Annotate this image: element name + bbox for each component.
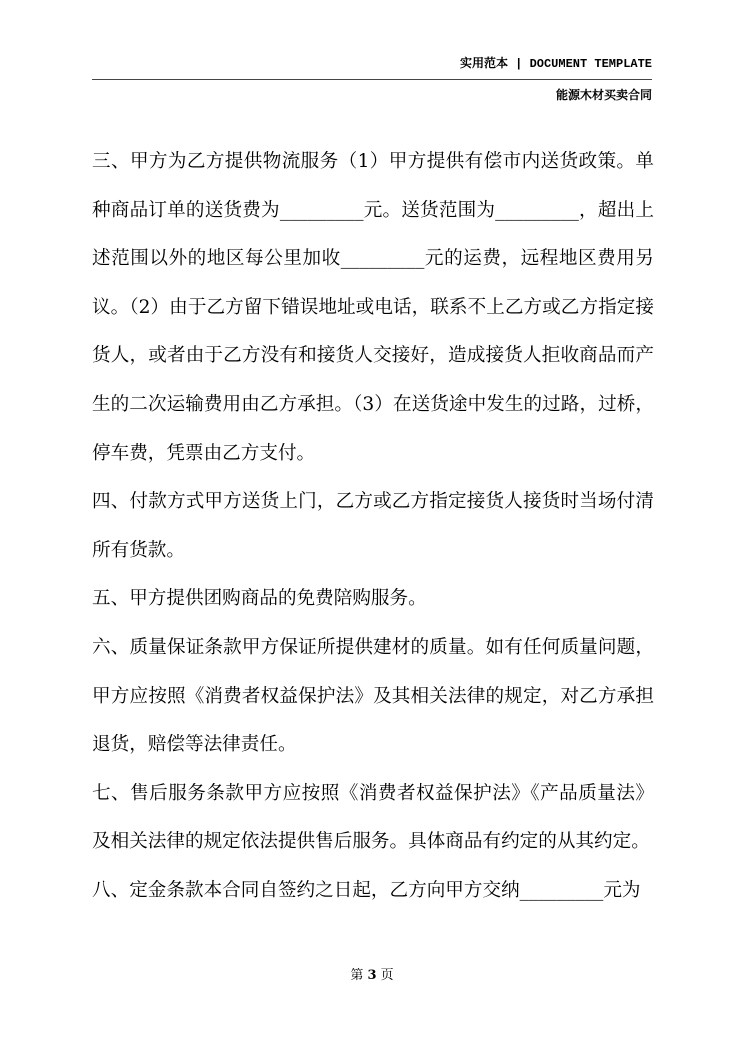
document-title: 能源木材买卖合同 <box>555 88 652 102</box>
page-suffix: 页 <box>380 968 394 983</box>
clause-5-group-purchase: 五、甲方提供团购商品的免费陪购服务。 <box>92 588 427 610</box>
page-prefix: 第 <box>350 968 364 983</box>
clause-6-quality: 六、质量保证条款甲方保证所提供建材的质量。如有任何质量问题，甲方应按照《消费者权益保护法》及其相关法律的规定，对乙方承担退货，赔偿等法律责任。 <box>92 636 654 756</box>
clause-8-deposit: 八、定金条款本合同自签约之日起，乙方向甲方交纳_________元为 <box>92 879 641 901</box>
contract-body <box>92 138 654 916</box>
clause-7-after-sales: 七、售后服务条款甲方应按照《消费者权益保护法》《产品质量法》及相关法律的规定依法提供售后服务。具体商品有约定的从其约定。 <box>92 782 654 853</box>
document-template-label: 实用范本 | DOCUMENT TEMPLATE <box>459 57 652 71</box>
page-number: 3 <box>367 968 377 983</box>
clause-4-payment: 四、付款方式甲方送货上门，乙方或乙方指定接货人接货时当场付清所有货款。 <box>92 491 654 561</box>
clause-3-logistics: 三、甲方为乙方提供物流服务（1）甲方提供有偿市内送货政策。单种商品订单的送货费为_________元。送货范围为_________，超出上述范围以外的地区每公里加收_________元的运费，远程地区费用另议。（2）由于乙方留下错误地址或电话，联系不上乙方或乙方指定接货人，或者由于乙方没有和接货人交接好，造成接货人拒收商品而产生的二次运输费用由乙方承担。（3）在送货途中发生的过路，过桥，停车费，凭票由乙方支付。 <box>92 151 655 464</box>
page-footer <box>0 964 744 983</box>
header-divider <box>92 79 652 80</box>
